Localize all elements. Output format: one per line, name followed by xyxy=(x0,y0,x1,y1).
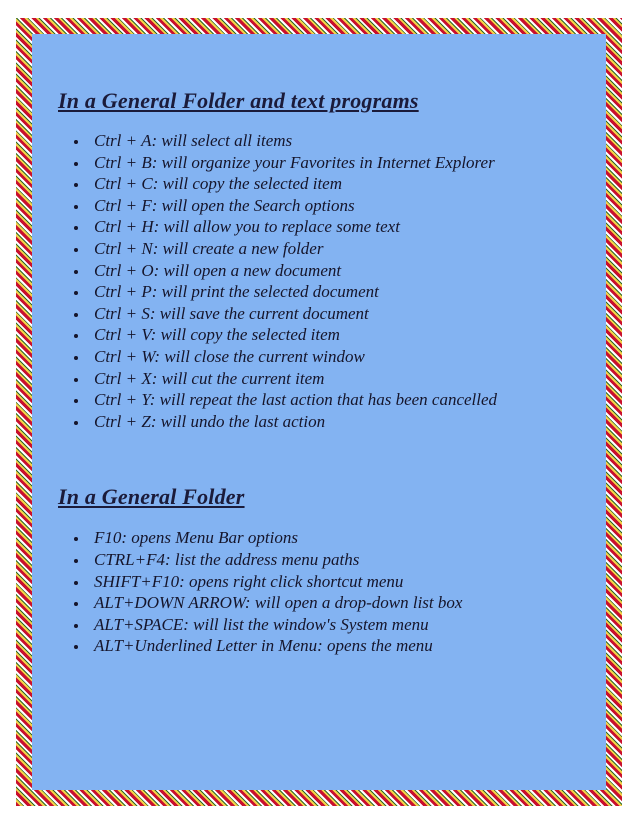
bullet-icon xyxy=(74,140,78,144)
list-item xyxy=(58,216,578,238)
list-item xyxy=(58,260,578,282)
list-item xyxy=(58,592,578,614)
list-item-text: Ctrl + N: will create a new folder xyxy=(94,238,324,258)
shortcut-list-general-folder xyxy=(58,527,578,657)
list-item-text: Ctrl + W: will close the current window xyxy=(94,346,365,366)
list-item xyxy=(58,195,578,217)
list-item-text: Ctrl + O: will open a new document xyxy=(94,260,342,280)
bullet-icon xyxy=(74,645,78,649)
list-item xyxy=(58,614,578,636)
bullet-icon xyxy=(74,378,78,382)
list-item-text: Ctrl + A: will select all items xyxy=(94,131,293,150)
list-item-text: Ctrl + B: will organize your Favorites in Internet Explorer xyxy=(94,152,495,172)
section-heading-folder-and-text: In a General Folder and text programs xyxy=(58,88,419,113)
document-content xyxy=(58,88,578,657)
bullet-icon xyxy=(74,602,78,606)
list-item-text: Ctrl + V: will copy the selected item xyxy=(94,325,340,345)
shortcut-list-folder-and-text xyxy=(58,130,578,432)
list-item xyxy=(58,411,578,433)
list-item xyxy=(58,368,578,390)
bullet-icon xyxy=(74,226,78,230)
list-item-text: Ctrl + C: will copy the selected item xyxy=(94,174,343,194)
bullet-icon xyxy=(74,356,78,360)
list-item-text: Ctrl + Y: will repeat the last action that has been cancelled xyxy=(94,390,498,410)
section-heading-general-folder: In a General Folder xyxy=(58,484,245,510)
list-item xyxy=(58,549,578,571)
bullet-icon xyxy=(74,581,78,585)
bullet-icon xyxy=(74,248,78,252)
bullet-icon xyxy=(74,183,78,187)
list-item xyxy=(58,238,578,260)
bullet-icon xyxy=(74,205,78,209)
list-item-text: CTRL+F4: list the address menu paths xyxy=(94,549,360,569)
list-item-text: F10: opens Menu Bar options xyxy=(94,528,298,548)
list-item-text: ALT+SPACE: will list the window's System menu xyxy=(94,614,429,634)
list-item xyxy=(58,527,578,549)
bullet-icon xyxy=(74,291,78,295)
bullet-icon xyxy=(74,334,78,338)
bullet-icon xyxy=(74,537,78,541)
list-item-text: SHIFT+F10: opens right click shortcut menu xyxy=(94,571,404,591)
list-item-text: ALT+Underlined Letter in Menu: opens the menu xyxy=(94,636,433,656)
list-item-text: Ctrl + F: will open the Search options xyxy=(94,195,355,215)
list-item xyxy=(58,389,578,411)
bullet-icon xyxy=(74,399,78,403)
bullet-icon xyxy=(74,559,78,563)
list-item xyxy=(58,571,578,593)
bullet-icon xyxy=(74,313,78,317)
list-item-text: Ctrl + P: will print the selected document xyxy=(94,282,379,302)
bullet-icon xyxy=(74,270,78,274)
bullet-icon xyxy=(74,162,78,166)
list-item xyxy=(58,303,578,325)
list-item xyxy=(58,281,578,303)
list-item-text: Ctrl + S: will save the current document xyxy=(94,303,369,323)
list-item xyxy=(58,346,578,368)
list-item xyxy=(58,152,578,174)
list-item xyxy=(58,635,578,657)
list-item-text: Ctrl + H: will allow you to replace some text xyxy=(94,217,400,237)
list-item-text: Ctrl + Z: will undo the last action xyxy=(94,411,326,431)
list-item xyxy=(58,130,578,152)
bullet-icon xyxy=(74,624,78,628)
list-item-text: ALT+DOWN ARROW: will open a drop-down list box xyxy=(94,593,463,613)
list-item xyxy=(58,173,578,195)
bullet-icon xyxy=(74,421,78,425)
list-item xyxy=(58,324,578,346)
list-item-text: Ctrl + X: will cut the current item xyxy=(94,368,325,388)
